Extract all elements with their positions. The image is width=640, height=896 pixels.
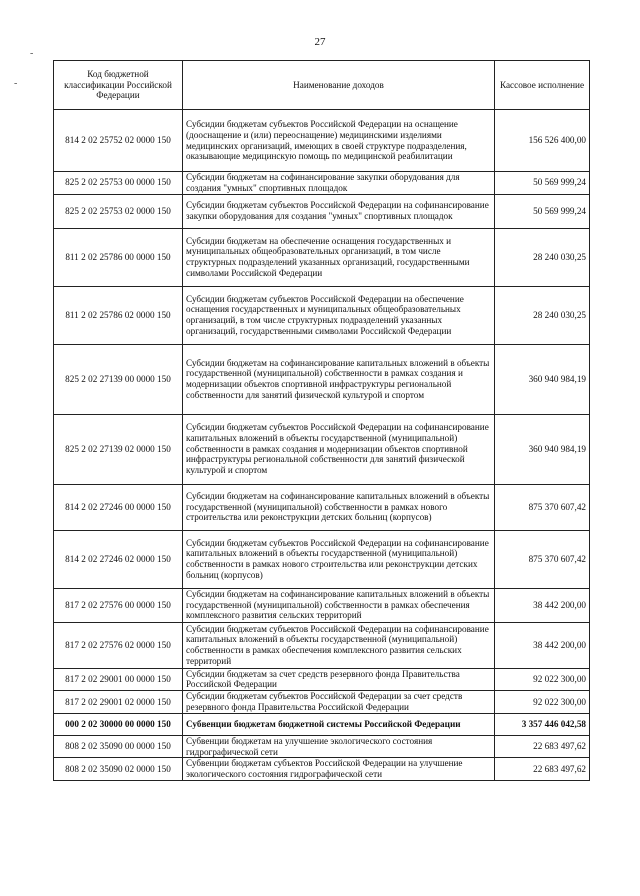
row-amount: 50 569 999,24 (495, 172, 590, 195)
row-name: Субвенции бюджетам на улучшение экологического состояния гидрографической сети (183, 735, 495, 758)
row-amount: 38 442 200,00 (495, 622, 590, 668)
row-name: Субсидии бюджетам на софинансирование капитальных вложений в объекты государственной (муниципальной) собственности в рамках обеспечения комплексного развития сельских территорий (183, 588, 495, 622)
row-code: 817 2 02 27576 00 0000 150 (54, 588, 183, 622)
row-code: 817 2 02 27576 02 0000 150 (54, 622, 183, 668)
row-code: 825 2 02 27139 02 0000 150 (54, 414, 183, 484)
header-amount: Кассовое исполнение (495, 61, 590, 110)
row-code: 811 2 02 25786 00 0000 150 (54, 228, 183, 286)
table-row (54, 530, 590, 588)
row-amount: 875 370 607,42 (495, 484, 590, 530)
row-name: Субвенции бюджетам бюджетной системы Российской Федерации (183, 713, 495, 735)
table-row (54, 286, 590, 344)
row-code: 825 2 02 27139 00 0000 150 (54, 344, 183, 414)
scan-mark: - (30, 48, 34, 59)
row-code: 814 2 02 27246 02 0000 150 (54, 530, 183, 588)
table-row (54, 172, 590, 195)
table-row (54, 484, 590, 530)
row-name: Субсидии бюджетам субъектов Российской Федерации на софинансирование капитальных вложений в объекты государственной (муниципальной) собственности в рамках нового строительства или реконструкции детских больниц (корпусов) (183, 530, 495, 588)
header-name: Наименование доходов (183, 61, 495, 110)
row-code: 817 2 02 29001 02 0000 150 (54, 691, 183, 714)
row-amount: 28 240 030,25 (495, 286, 590, 344)
row-name: Субсидии бюджетам за счет средств резервного фонда Правительства Российской Федерации (183, 668, 495, 691)
row-amount: 92 022 300,00 (495, 691, 590, 714)
table-row (54, 758, 590, 781)
row-name: Субсидии бюджетам субъектов Российской Федерации на обеспечение оснащения государственных и муниципальных общеобразовательных организаций, в том числе структурных подразделений указанных организаций, государственными символами Российской Федерации (183, 286, 495, 344)
row-name: Субвенции бюджетам субъектов Российской Федерации на улучшение экологического состояния гидрографической сети (183, 758, 495, 781)
row-code: 817 2 02 29001 00 0000 150 (54, 668, 183, 691)
row-code: 814 2 02 27246 00 0000 150 (54, 484, 183, 530)
row-amount: 50 569 999,24 (495, 194, 590, 228)
row-amount: 156 526 400,00 (495, 110, 590, 172)
table-header-row (54, 61, 590, 110)
row-code: 811 2 02 25786 02 0000 150 (54, 286, 183, 344)
row-name: Субсидии бюджетам на софинансирование капитальных вложений в объекты государственной (муниципальной) собственности в рамках создания и модернизации объектов спортивной инфраструктуры региональной собственности для занятий физической культурой и спортом (183, 344, 495, 414)
row-amount: 3 357 446 042,58 (495, 713, 590, 735)
row-amount: 92 022 300,00 (495, 668, 590, 691)
table-row (54, 194, 590, 228)
row-code: 808 2 02 35090 02 0000 150 (54, 758, 183, 781)
table-row (54, 622, 590, 668)
row-name: Субсидии бюджетам субъектов Российской Федерации на оснащение (дооснащение и (или) переоснащение) медицинскими изделиями медицинских организаций, имеющих в своей структуре подразделения, оказывающие медицинскую помощь по медицинской реабилитации (183, 110, 495, 172)
row-name: Субсидии бюджетам субъектов Российской Федерации за счет средств резервного фонда Правительства Российской Федерации (183, 691, 495, 714)
row-code: 000 2 02 30000 00 0000 150 (54, 713, 183, 735)
table-row (54, 110, 590, 172)
row-name: Субсидии бюджетам субъектов Российской Федерации на софинансирование закупки оборудования для создания "умных" спортивных площадок (183, 194, 495, 228)
table-row (54, 713, 590, 735)
row-code: 814 2 02 25752 02 0000 150 (54, 110, 183, 172)
header-code: Код бюджетной классификации Российской Федерации (54, 61, 183, 110)
row-amount: 360 940 984,19 (495, 414, 590, 484)
table-row (54, 344, 590, 414)
table-row (54, 414, 590, 484)
row-amount: 360 940 984,19 (495, 344, 590, 414)
page-number: 27 (314, 36, 326, 48)
scan-mark: - (14, 78, 18, 89)
revenue-table (53, 60, 590, 781)
row-code: 825 2 02 25753 00 0000 150 (54, 172, 183, 195)
row-code: 825 2 02 25753 02 0000 150 (54, 194, 183, 228)
row-code: 808 2 02 35090 00 0000 150 (54, 735, 183, 758)
table-row (54, 588, 590, 622)
row-amount: 28 240 030,25 (495, 228, 590, 286)
row-name: Субсидии бюджетам субъектов Российской Федерации на софинансирование капитальных вложений в объекты государственной (муниципальной) собственности в рамках создания и модернизации объектов спортивной инфраструктуры региональной собственности для занятий физической культурой и спортом (183, 414, 495, 484)
row-name: Субсидии бюджетам на обеспечение оснащения государственных и муниципальных общеобразовательных организаций, в том числе структурных подразделений указанных организаций, государственными символами Российской Федерации (183, 228, 495, 286)
table-row (54, 735, 590, 758)
table-row (54, 668, 590, 691)
row-amount: 875 370 607,42 (495, 530, 590, 588)
row-name: Субсидии бюджетам на софинансирование капитальных вложений в объекты государственной (муниципальной) собственности в рамках нового строительства или реконструкции детских больниц (корпусов) (183, 484, 495, 530)
row-amount: 38 442 200,00 (495, 588, 590, 622)
table-row (54, 228, 590, 286)
table-row (54, 691, 590, 714)
row-amount: 22 683 497,62 (495, 735, 590, 758)
row-amount: 22 683 497,62 (495, 758, 590, 781)
row-name: Субсидии бюджетам на софинансирование закупки оборудования для создания "умных" спортивных площадок (183, 172, 495, 195)
row-name: Субсидии бюджетам субъектов Российской Федерации на софинансирование капитальных вложений в объекты государственной (муниципальной) собственности в рамках обеспечения комплексного развития сельских территорий (183, 622, 495, 668)
